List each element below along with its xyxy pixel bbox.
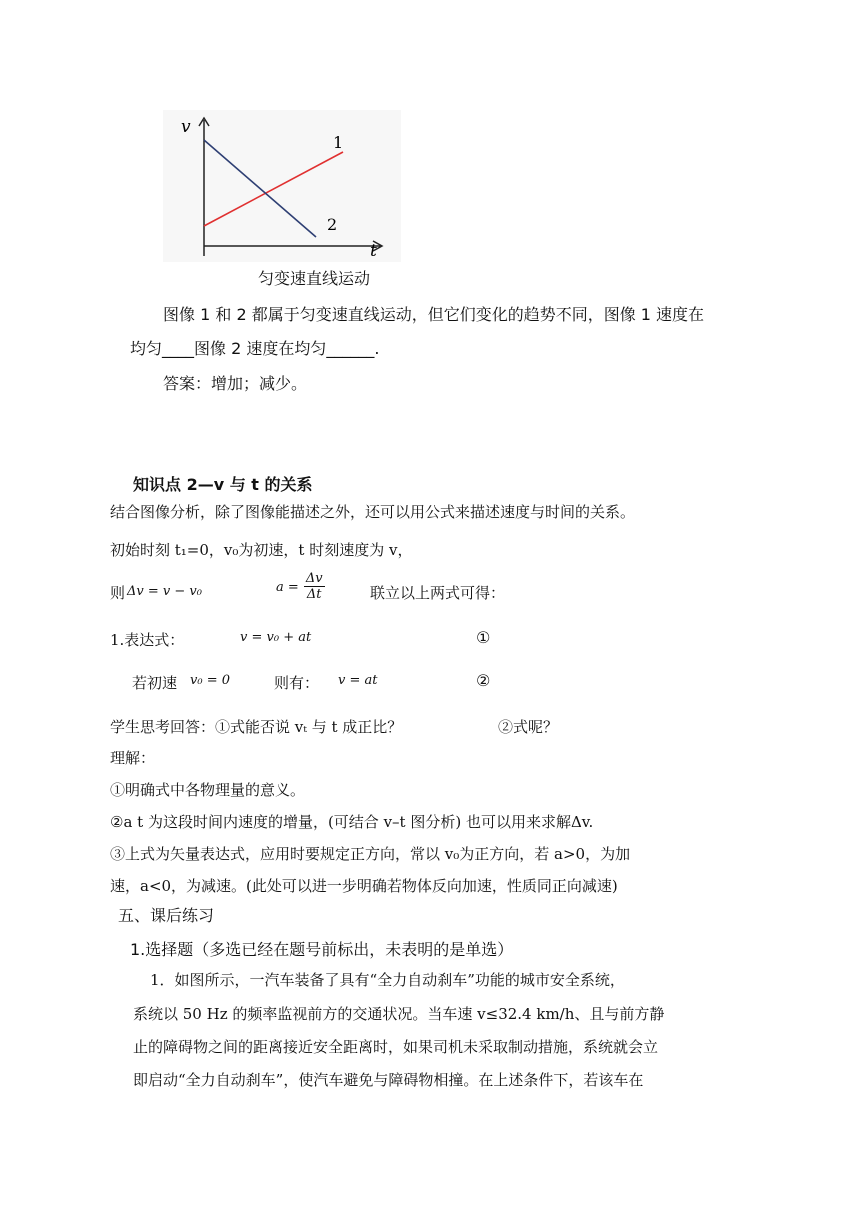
figure-caption: 匀变速直线运动 bbox=[258, 269, 371, 288]
understand-2: ②a t 为这段时间内速度的增量，(可结合 v–t 图分析) 也可以用来求解Δv. bbox=[110, 813, 594, 831]
combine-text: 联立以上两式可得： bbox=[370, 584, 506, 602]
acceleration-equation bbox=[276, 571, 325, 602]
section2-line1: 结合图像分析，除了图像能描述之外，还可以用公式来描述速度与时间的关系。 bbox=[110, 503, 636, 521]
expression-2: v = at bbox=[338, 673, 378, 688]
intro-p1-line2: 均匀____图像 2 速度在均匀______. bbox=[130, 339, 380, 358]
delta-v-equation: Δv = v − v₀ bbox=[127, 584, 202, 599]
think-question-2: ②式呢？ bbox=[498, 718, 559, 736]
line-1 bbox=[204, 152, 343, 226]
vt-graph-figure bbox=[163, 110, 401, 262]
fraction-numerator: Δv bbox=[305, 571, 323, 586]
ze-label: 则 bbox=[110, 584, 126, 602]
v0-zero-equation: v₀ = 0 bbox=[190, 673, 230, 688]
understand-3-line1: ③上式为矢量表达式，应用时要规定正方向，常以 v₀为正方向，若 a>0，为加 bbox=[110, 845, 631, 863]
vt-graph bbox=[163, 110, 401, 262]
think-question: 学生思考回答：①式能否说 vₜ 与 t 成正比？ bbox=[110, 718, 403, 736]
understand-3-line2: 速，a<0，为减速。(此处可以进一步明确若物体反向加速，性质同正向减速) bbox=[110, 877, 618, 895]
fraction-denominator: Δt bbox=[306, 587, 322, 602]
question1-line3: 止的障碍物之间的距离接近安全距离时，如果司机未采取制动措施，系统就会立 bbox=[133, 1038, 659, 1056]
expression-label: 1.表达式： bbox=[110, 631, 185, 649]
section-heading: 知识点 2—v 与 t 的关系 bbox=[133, 475, 313, 494]
question1-line2: 系统以 50 Hz 的频率监视前方的交通状况。当车速 v≤32.4 km/h、且与前方静 bbox=[133, 1005, 665, 1023]
intro-p1-line1: 图像 1 和 2 都属于匀变速直线运动，但它们变化的趋势不同，图像 1 速度在 bbox=[163, 305, 705, 324]
line-2 bbox=[204, 140, 316, 237]
a-eq-lhs: a = bbox=[276, 580, 299, 595]
understand-1: ①明确式中各物理量的意义。 bbox=[110, 781, 306, 799]
if-zero-label: 若初速 bbox=[132, 674, 178, 692]
line-1-label: 1 bbox=[333, 133, 344, 152]
expression-1: v = v₀ + at bbox=[240, 630, 312, 645]
circle-1-marker: ① bbox=[476, 628, 491, 647]
v-axis-label: v bbox=[181, 117, 191, 137]
section5-heading: 五、课后练习 bbox=[118, 906, 215, 925]
line-2-label: 2 bbox=[327, 215, 338, 234]
a-eq-fraction bbox=[304, 571, 325, 602]
answer-text: 答案：增加；减少。 bbox=[163, 374, 308, 393]
question1-line4: 即启动“全力自动刹车”，使汽车避免与障碍物相撞。在上述条件下，若该车在 bbox=[133, 1071, 644, 1089]
section5-subheading: 1.选择题（多选已经在题号前标出，未表明的是单选） bbox=[130, 940, 514, 959]
then-label: 则有： bbox=[274, 674, 320, 692]
section2-line2: 初始时刻 t₁=0，v₀为初速，t 时刻速度为 v， bbox=[110, 541, 413, 559]
circle-2-marker: ② bbox=[476, 671, 491, 690]
question1-line1: 1．如图所示，一汽车装备了具有“全力自动刹车”功能的城市安全系统， bbox=[150, 971, 625, 989]
t-axis-label: t bbox=[370, 241, 377, 261]
understand-label: 理解： bbox=[110, 749, 156, 767]
